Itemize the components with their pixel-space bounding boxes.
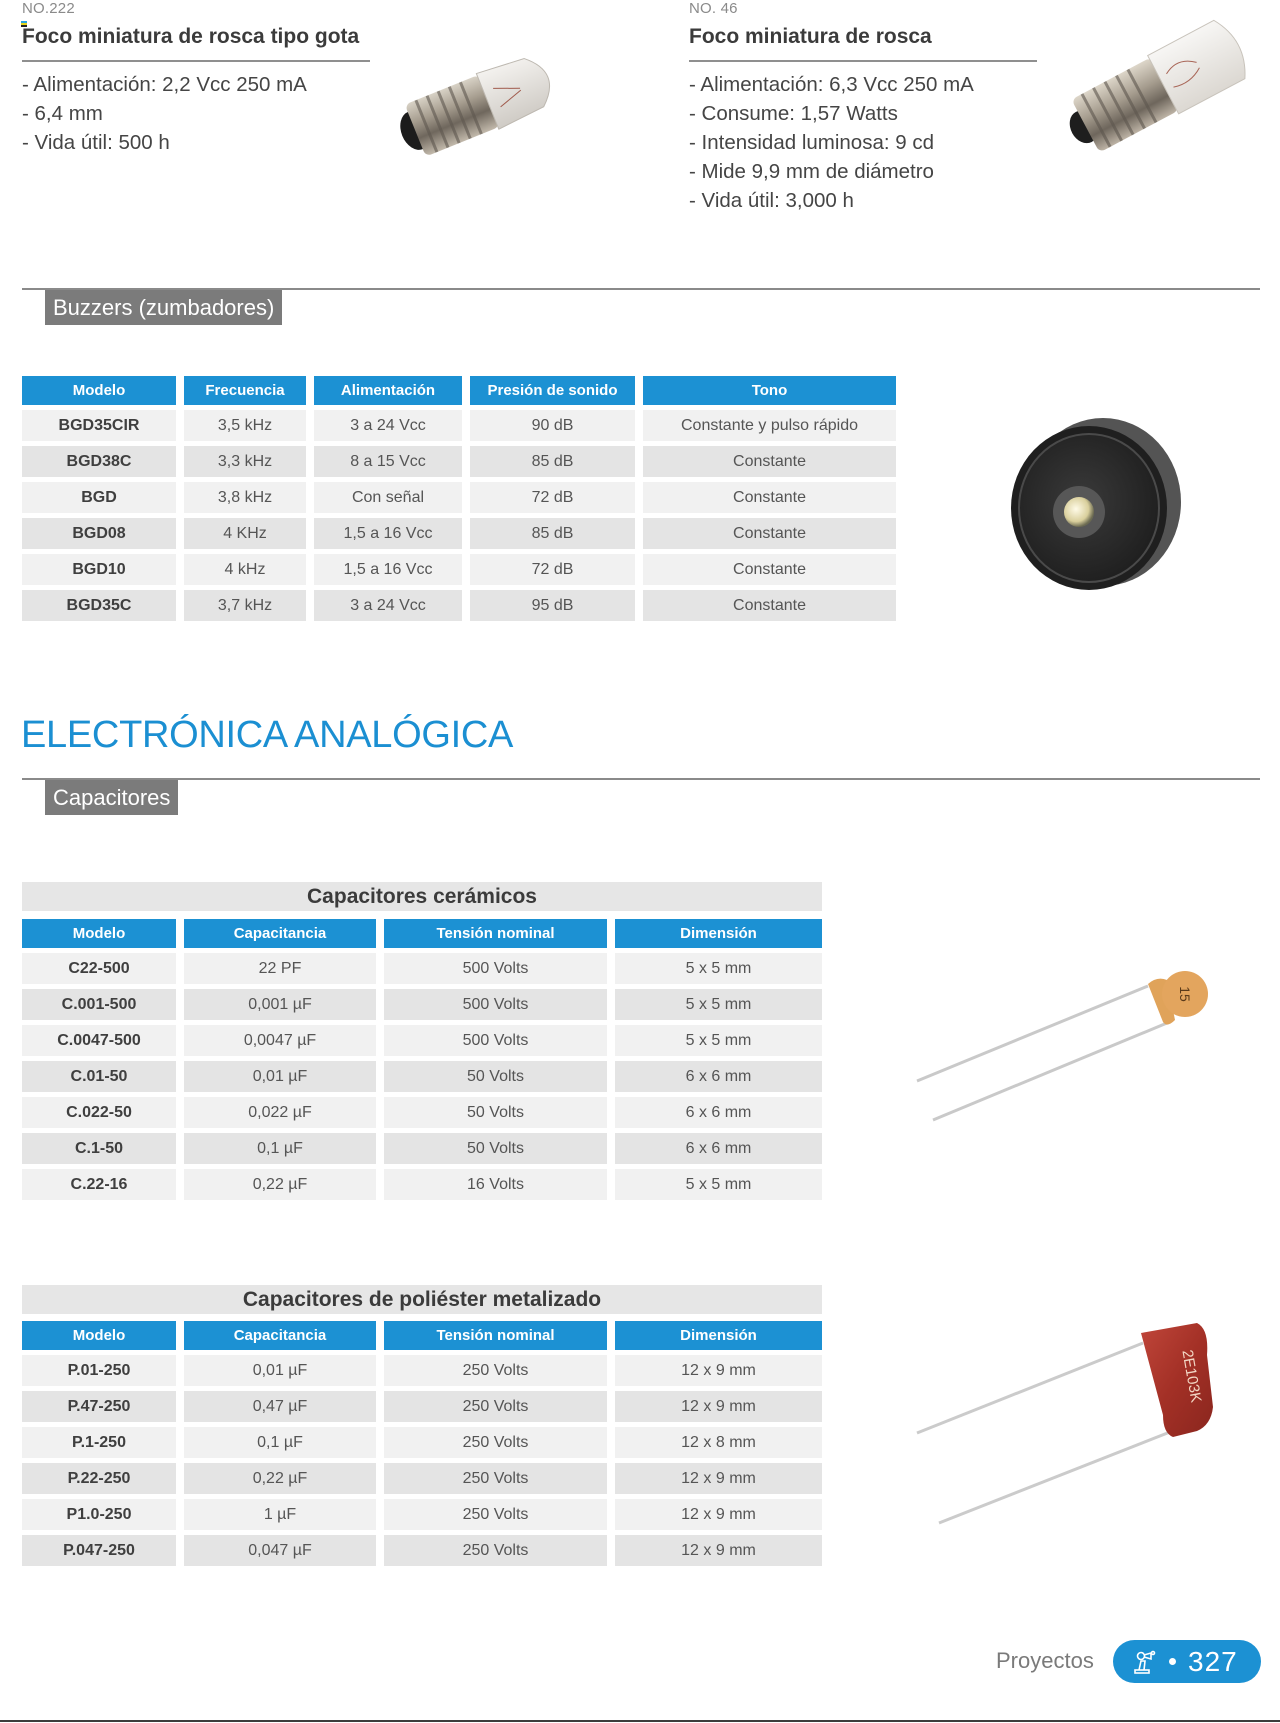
column-header: Dimensión bbox=[615, 1321, 822, 1350]
column-header: Modelo bbox=[22, 919, 176, 948]
table-cell-model: P.1-250 bbox=[22, 1427, 176, 1458]
spec-item: - Vida útil: 3,000 h bbox=[689, 189, 854, 212]
table-cell: 4 KHz bbox=[184, 518, 306, 549]
table-cell: 85 dB bbox=[470, 518, 635, 549]
table-cell: 250 Volts bbox=[384, 1463, 607, 1494]
table-cell: 0,1 µF bbox=[184, 1427, 376, 1458]
table-cell: 250 Volts bbox=[384, 1535, 607, 1566]
product-number: NO. 46 bbox=[689, 0, 738, 17]
table-cell-model: C22-500 bbox=[22, 953, 176, 984]
table-cell: 12 x 9 mm bbox=[615, 1355, 822, 1386]
polyester-capacitors-table bbox=[22, 1321, 822, 1566]
table-cell: 50 Volts bbox=[384, 1133, 607, 1164]
table-cell: 50 Volts bbox=[384, 1097, 607, 1128]
spec-item: - Intensidad luminosa: 9 cd bbox=[689, 131, 934, 154]
spec-item: - 6,4 mm bbox=[22, 102, 103, 125]
column-header: Tensión nominal bbox=[384, 919, 607, 948]
table-cell: 8 a 15 Vcc bbox=[314, 446, 462, 477]
table-cell: 250 Volts bbox=[384, 1355, 607, 1386]
table-cell-model: BGD10 bbox=[22, 554, 176, 585]
table-cell: Constante bbox=[643, 554, 896, 585]
product-title-rule bbox=[22, 60, 370, 62]
table-cell: 3 a 24 Vcc bbox=[314, 590, 462, 621]
polyester-capacitor-image bbox=[905, 1315, 1225, 1535]
table-cell: 1,5 a 16 Vcc bbox=[314, 518, 462, 549]
table-cell: 6 x 6 mm bbox=[615, 1061, 822, 1092]
spec-item: - Alimentación: 6,3 Vcc 250 mA bbox=[689, 73, 974, 96]
table-cell-model: P.047-250 bbox=[22, 1535, 176, 1566]
table-cell: 0,01 µF bbox=[184, 1355, 376, 1386]
table-cell-model: BGD35C bbox=[22, 590, 176, 621]
table-cell: Con señal bbox=[314, 482, 462, 513]
table-cell: 95 dB bbox=[470, 590, 635, 621]
spec-item: - Alimentación: 2,2 Vcc 250 mA bbox=[22, 73, 307, 96]
table-cell-model: P.47-250 bbox=[22, 1391, 176, 1422]
table-cell: 12 x 8 mm bbox=[615, 1427, 822, 1458]
page-number-badge bbox=[1113, 1640, 1261, 1683]
column-header: Tensión nominal bbox=[384, 1321, 607, 1350]
table-cell: 5 x 5 mm bbox=[615, 989, 822, 1020]
column-header: Dimensión bbox=[615, 919, 822, 948]
table-title-ceramic: Capacitores cerámicos bbox=[22, 882, 822, 911]
column-header: Tono bbox=[643, 376, 896, 405]
product-number: NO.222 bbox=[22, 0, 75, 17]
page-section-heading: ELECTRÓNICA ANALÓGICA bbox=[21, 714, 514, 756]
table-cell: 0,047 µF bbox=[184, 1535, 376, 1566]
table-cell: 12 x 9 mm bbox=[615, 1391, 822, 1422]
table-cell: Constante bbox=[643, 590, 896, 621]
section-label-capacitors: Capacitores bbox=[45, 780, 178, 815]
table-cell: 50 Volts bbox=[384, 1061, 607, 1092]
table-cell-model: BGD08 bbox=[22, 518, 176, 549]
table-title-polyester: Capacitores de poliéster metalizado bbox=[22, 1285, 822, 1314]
table-cell: 3,7 kHz bbox=[184, 590, 306, 621]
table-cell: 72 dB bbox=[470, 482, 635, 513]
table-cell: 250 Volts bbox=[384, 1391, 607, 1422]
table-cell-model: C.0047-500 bbox=[22, 1025, 176, 1056]
table-cell-model: C.022-50 bbox=[22, 1097, 176, 1128]
section-label-buzzers: Buzzers (zumbadores) bbox=[45, 290, 282, 325]
table-cell: 0,22 µF bbox=[184, 1463, 376, 1494]
table-cell: 6 x 6 mm bbox=[615, 1097, 822, 1128]
table-cell-model: BGD bbox=[22, 482, 176, 513]
table-cell-model: P.01-250 bbox=[22, 1355, 176, 1386]
table-cell: 3,3 kHz bbox=[184, 446, 306, 477]
product-spec-list bbox=[689, 70, 974, 215]
tubular-bulb-image bbox=[1040, 0, 1270, 160]
table-cell: 500 Volts bbox=[384, 989, 607, 1020]
table-cell: 22 PF bbox=[184, 953, 376, 984]
buzzers-table bbox=[22, 376, 898, 621]
capacitor-marking: 2E103K bbox=[1178, 1348, 1205, 1404]
table-cell: 12 x 9 mm bbox=[615, 1535, 822, 1566]
table-cell: 5 x 5 mm bbox=[615, 953, 822, 984]
column-header: Alimentación bbox=[314, 376, 462, 405]
table-cell: 0,01 µF bbox=[184, 1061, 376, 1092]
table-cell: 5 x 5 mm bbox=[615, 1025, 822, 1056]
column-header: Presión de sonido bbox=[470, 376, 635, 405]
product-title: Foco miniatura de rosca tipo gota bbox=[22, 25, 360, 48]
table-cell: 1,5 a 16 Vcc bbox=[314, 554, 462, 585]
table-cell-model: C.01-50 bbox=[22, 1061, 176, 1092]
product-spec-list bbox=[22, 70, 307, 157]
table-cell: 85 dB bbox=[470, 446, 635, 477]
table-cell: Constante bbox=[643, 446, 896, 477]
spec-item: - Mide 9,9 mm de diámetro bbox=[689, 160, 934, 183]
table-cell: 72 dB bbox=[470, 554, 635, 585]
separator-dot bbox=[1169, 1658, 1176, 1665]
table-cell: 12 x 9 mm bbox=[615, 1499, 822, 1530]
table-cell: 3 a 24 Vcc bbox=[314, 410, 462, 441]
table-cell: 0,022 µF bbox=[184, 1097, 376, 1128]
page-bottom-rule bbox=[0, 1720, 1280, 1722]
table-cell: 3,5 kHz bbox=[184, 410, 306, 441]
product-title: Foco miniatura de rosca bbox=[689, 25, 932, 48]
robot-arm-icon bbox=[1131, 1649, 1157, 1675]
table-cell: 250 Volts bbox=[384, 1499, 607, 1530]
table-cell-model: C.1-50 bbox=[22, 1133, 176, 1164]
table-cell: 90 dB bbox=[470, 410, 635, 441]
table-cell-model: C.001-500 bbox=[22, 989, 176, 1020]
section-divider bbox=[22, 778, 1260, 780]
table-cell: 500 Volts bbox=[384, 1025, 607, 1056]
table-cell: 250 Volts bbox=[384, 1427, 607, 1458]
spec-item: - Consume: 1,57 Watts bbox=[689, 102, 898, 125]
piezo-buzzer-image bbox=[995, 412, 1190, 597]
table-cell: 0,1 µF bbox=[184, 1133, 376, 1164]
table-cell: Constante y pulso rápido bbox=[643, 410, 896, 441]
product-title-rule bbox=[689, 60, 1037, 62]
table-cell: 0,0047 µF bbox=[184, 1025, 376, 1056]
table-cell-model: BGD35CIR bbox=[22, 410, 176, 441]
table-cell: 4 kHz bbox=[184, 554, 306, 585]
footer-section-name: Proyectos bbox=[996, 1648, 1094, 1673]
table-cell-model: C.22-16 bbox=[22, 1169, 176, 1200]
table-cell-model: P.22-250 bbox=[22, 1463, 176, 1494]
table-cell: 3,8 kHz bbox=[184, 482, 306, 513]
table-cell-model: P1.0-250 bbox=[22, 1499, 176, 1530]
table-cell: 500 Volts bbox=[384, 953, 607, 984]
table-cell: 16 Volts bbox=[384, 1169, 607, 1200]
column-header: Modelo bbox=[22, 376, 176, 405]
table-cell: 0,22 µF bbox=[184, 1169, 376, 1200]
table-cell: 12 x 9 mm bbox=[615, 1463, 822, 1494]
table-cell: 0,47 µF bbox=[184, 1391, 376, 1422]
table-cell: Constante bbox=[643, 482, 896, 513]
column-header: Frecuencia bbox=[184, 376, 306, 405]
table-cell: 5 x 5 mm bbox=[615, 1169, 822, 1200]
table-cell: 0,001 µF bbox=[184, 989, 376, 1020]
column-header: Modelo bbox=[22, 1321, 176, 1350]
ceramic-capacitor-image bbox=[905, 950, 1225, 1130]
table-cell-model: BGD38C bbox=[22, 446, 176, 477]
teardrop-bulb-image bbox=[385, 28, 605, 158]
table-cell: 6 x 6 mm bbox=[615, 1133, 822, 1164]
spec-item: - Vida útil: 500 h bbox=[22, 131, 170, 154]
column-header: Capacitancia bbox=[184, 919, 376, 948]
page-number: 327 bbox=[1188, 1645, 1238, 1677]
capacitor-marking: 15 bbox=[1177, 986, 1193, 1002]
ceramic-capacitors-table bbox=[22, 919, 822, 1200]
table-cell: Constante bbox=[643, 518, 896, 549]
column-header: Capacitancia bbox=[184, 1321, 376, 1350]
table-cell: 1 µF bbox=[184, 1499, 376, 1530]
